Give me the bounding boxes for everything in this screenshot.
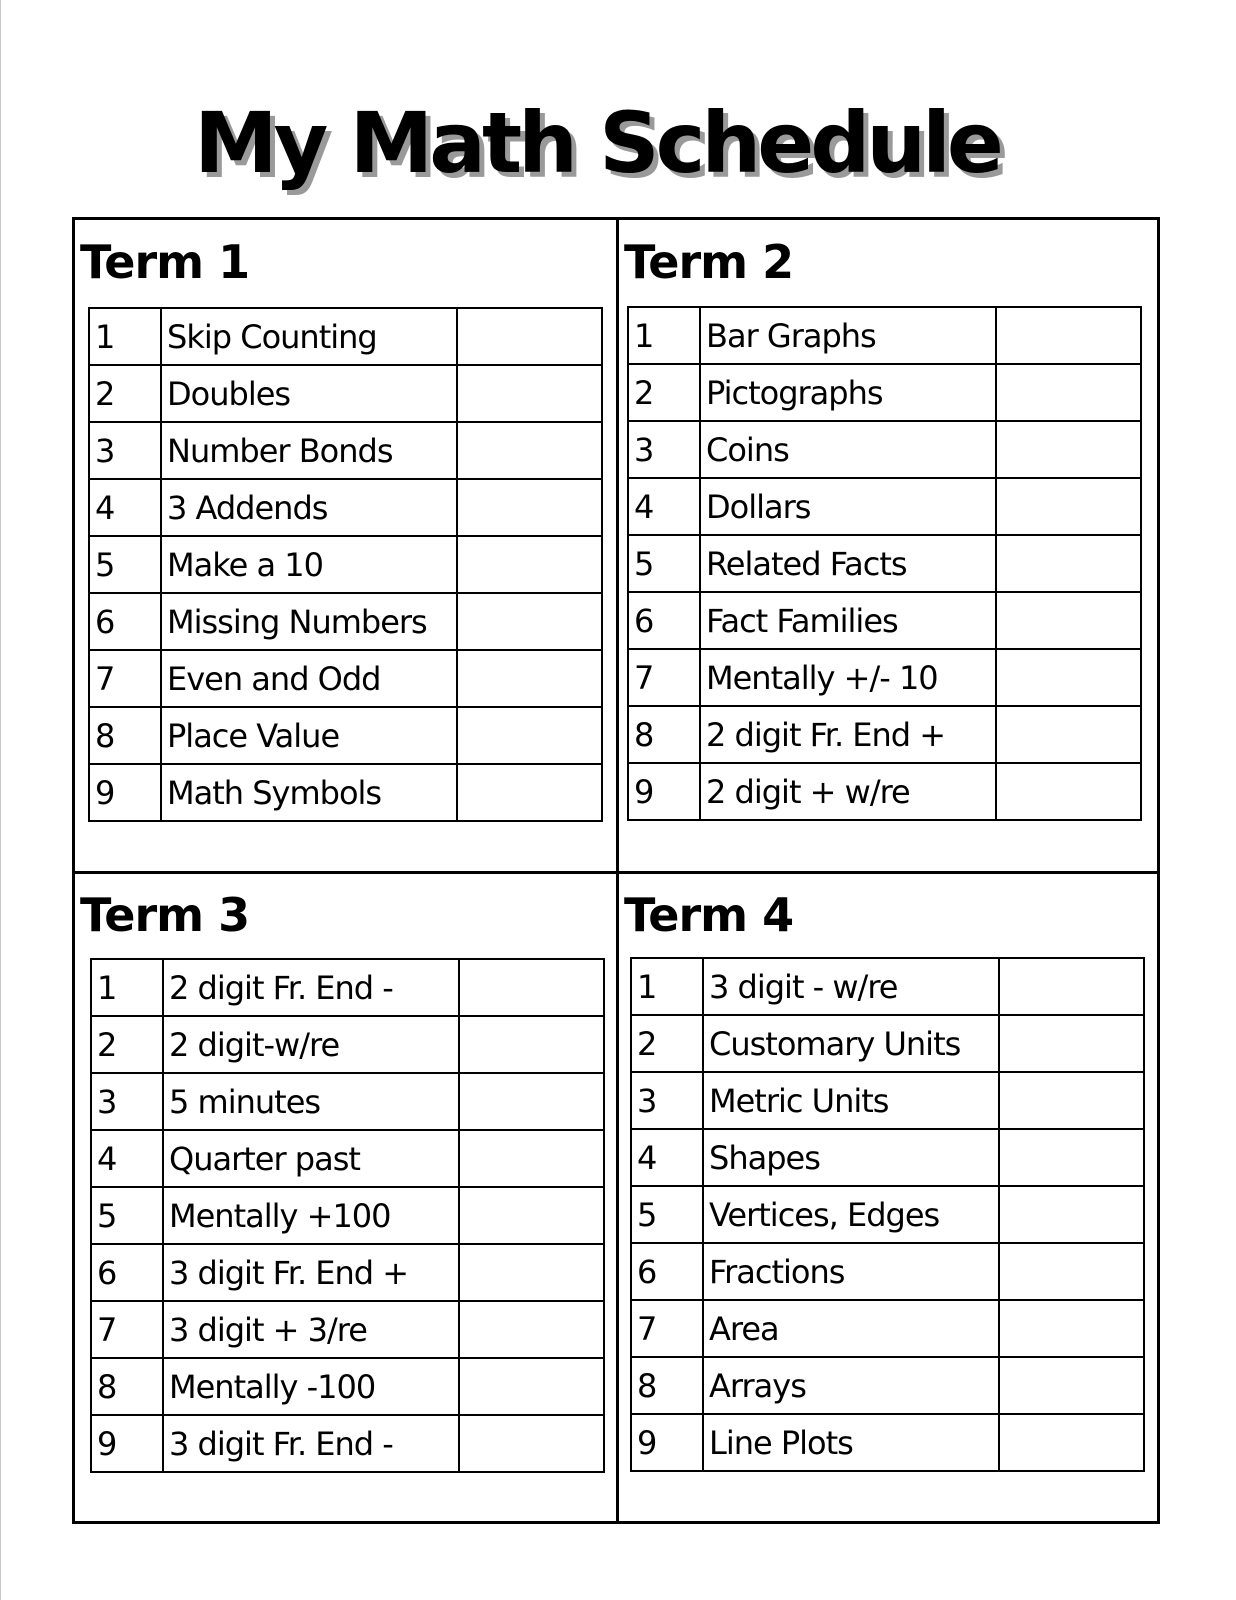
checkoff-cell bbox=[457, 650, 602, 707]
table-row bbox=[89, 707, 602, 764]
topic-cell: Shapes bbox=[703, 1129, 999, 1186]
grid-horizontal-divider bbox=[72, 871, 1160, 874]
topic-cell: Area bbox=[703, 1300, 999, 1357]
checkoff-cell bbox=[999, 1015, 1144, 1072]
topic-cell: Even and Odd bbox=[161, 650, 457, 707]
checkoff-cell bbox=[459, 1187, 604, 1244]
row-number: 6 bbox=[631, 1243, 703, 1300]
topic-cell: Fractions bbox=[703, 1243, 999, 1300]
table-row bbox=[89, 593, 602, 650]
topic-cell: Arrays bbox=[703, 1357, 999, 1414]
checkoff-cell bbox=[999, 1186, 1144, 1243]
table-row bbox=[631, 1414, 1144, 1471]
page-edge-line bbox=[0, 0, 1, 1600]
table-row bbox=[631, 1186, 1144, 1243]
table-row bbox=[89, 365, 602, 422]
checkoff-cell bbox=[996, 649, 1141, 706]
row-number: 7 bbox=[91, 1301, 163, 1358]
row-number: 3 bbox=[89, 422, 161, 479]
table-row bbox=[91, 1073, 604, 1130]
topic-cell: Quarter past bbox=[163, 1130, 459, 1187]
topic-cell: 3 digit Fr. End + bbox=[163, 1244, 459, 1301]
row-number: 4 bbox=[631, 1129, 703, 1186]
topic-cell: 3 digit Fr. End - bbox=[163, 1415, 459, 1472]
term-1-table bbox=[88, 307, 603, 822]
topic-cell: Missing Numbers bbox=[161, 593, 457, 650]
topic-cell: Customary Units bbox=[703, 1015, 999, 1072]
row-number: 9 bbox=[91, 1415, 163, 1472]
topic-cell: Doubles bbox=[161, 365, 457, 422]
page-title: My Math Schedule bbox=[194, 94, 1000, 192]
row-number: 7 bbox=[631, 1300, 703, 1357]
topic-cell: Fact Families bbox=[700, 592, 996, 649]
checkoff-cell bbox=[996, 535, 1141, 592]
row-number: 1 bbox=[89, 308, 161, 365]
row-number: 8 bbox=[631, 1357, 703, 1414]
checkoff-cell bbox=[996, 706, 1141, 763]
table-row bbox=[628, 307, 1141, 364]
row-number: 4 bbox=[89, 479, 161, 536]
table-row bbox=[91, 1358, 604, 1415]
table-row bbox=[631, 958, 1144, 1015]
table-row bbox=[628, 763, 1141, 820]
row-number: 3 bbox=[631, 1072, 703, 1129]
checkoff-cell bbox=[457, 422, 602, 479]
row-number: 1 bbox=[631, 958, 703, 1015]
row-number: 6 bbox=[91, 1244, 163, 1301]
topic-cell: 2 digit Fr. End + bbox=[700, 706, 996, 763]
table-row bbox=[89, 422, 602, 479]
topic-cell: Math Symbols bbox=[161, 764, 457, 821]
topic-cell: 3 digit - w/re bbox=[703, 958, 999, 1015]
checkoff-cell bbox=[999, 1414, 1144, 1471]
table-row bbox=[89, 536, 602, 593]
checkoff-cell bbox=[459, 1073, 604, 1130]
checkoff-cell bbox=[999, 1129, 1144, 1186]
checkoff-cell bbox=[999, 1072, 1144, 1129]
row-number: 9 bbox=[628, 763, 700, 820]
table-row bbox=[89, 479, 602, 536]
row-number: 8 bbox=[628, 706, 700, 763]
table-row bbox=[91, 1130, 604, 1187]
row-number: 5 bbox=[91, 1187, 163, 1244]
topic-cell: 5 minutes bbox=[163, 1073, 459, 1130]
row-number: 2 bbox=[91, 1016, 163, 1073]
checkoff-cell bbox=[459, 1244, 604, 1301]
checkoff-cell bbox=[999, 958, 1144, 1015]
row-number: 3 bbox=[628, 421, 700, 478]
checkoff-cell bbox=[999, 1357, 1144, 1414]
table-row bbox=[631, 1243, 1144, 1300]
checkoff-cell bbox=[996, 364, 1141, 421]
table-row bbox=[91, 1187, 604, 1244]
table-row bbox=[631, 1300, 1144, 1357]
topic-cell: Mentally +/- 10 bbox=[700, 649, 996, 706]
row-number: 5 bbox=[628, 535, 700, 592]
checkoff-cell bbox=[999, 1300, 1144, 1357]
row-number: 4 bbox=[628, 478, 700, 535]
table-row bbox=[91, 1016, 604, 1073]
row-number: 5 bbox=[89, 536, 161, 593]
table-row bbox=[628, 649, 1141, 706]
topic-cell: Related Facts bbox=[700, 535, 996, 592]
topic-cell: Coins bbox=[700, 421, 996, 478]
table-row bbox=[89, 764, 602, 821]
table-row bbox=[91, 1415, 604, 1472]
topic-cell: Mentally -100 bbox=[163, 1358, 459, 1415]
row-number: 2 bbox=[631, 1015, 703, 1072]
checkoff-cell bbox=[459, 1415, 604, 1472]
table-row bbox=[91, 1244, 604, 1301]
checkoff-cell bbox=[999, 1243, 1144, 1300]
row-number: 3 bbox=[91, 1073, 163, 1130]
table-row bbox=[89, 308, 602, 365]
topic-cell: Pictographs bbox=[700, 364, 996, 421]
checkoff-cell bbox=[457, 365, 602, 422]
row-number: 5 bbox=[631, 1186, 703, 1243]
table-row bbox=[628, 535, 1141, 592]
row-number: 1 bbox=[628, 307, 700, 364]
table-row bbox=[628, 478, 1141, 535]
topic-cell: 3 Addends bbox=[161, 479, 457, 536]
table-row bbox=[631, 1357, 1144, 1414]
table-row bbox=[631, 1129, 1144, 1186]
topic-cell: Vertices, Edges bbox=[703, 1186, 999, 1243]
term-1-heading: Term 1 bbox=[80, 235, 250, 289]
table-row bbox=[91, 1301, 604, 1358]
row-number: 7 bbox=[89, 650, 161, 707]
checkoff-cell bbox=[996, 307, 1141, 364]
row-number: 1 bbox=[91, 959, 163, 1016]
topic-cell: Metric Units bbox=[703, 1072, 999, 1129]
term-4-table bbox=[630, 957, 1145, 1472]
term-3-table bbox=[90, 958, 605, 1473]
topic-cell: 2 digit + w/re bbox=[700, 763, 996, 820]
topic-cell: 2 digit-w/re bbox=[163, 1016, 459, 1073]
topic-cell: Number Bonds bbox=[161, 422, 457, 479]
table-row bbox=[89, 650, 602, 707]
checkoff-cell bbox=[457, 308, 602, 365]
topic-cell: Make a 10 bbox=[161, 536, 457, 593]
table-row bbox=[631, 1015, 1144, 1072]
checkoff-cell bbox=[996, 478, 1141, 535]
table-row bbox=[631, 1072, 1144, 1129]
topic-cell: Skip Counting bbox=[161, 308, 457, 365]
table-row bbox=[628, 421, 1141, 478]
table-row bbox=[91, 959, 604, 1016]
row-number: 2 bbox=[628, 364, 700, 421]
row-number: 2 bbox=[89, 365, 161, 422]
row-number: 9 bbox=[89, 764, 161, 821]
topic-cell: 3 digit + 3/re bbox=[163, 1301, 459, 1358]
topic-cell: Dollars bbox=[700, 478, 996, 535]
topic-cell: Line Plots bbox=[703, 1414, 999, 1471]
topic-cell: 2 digit Fr. End - bbox=[163, 959, 459, 1016]
checkoff-cell bbox=[459, 1130, 604, 1187]
row-number: 4 bbox=[91, 1130, 163, 1187]
checkoff-cell bbox=[996, 421, 1141, 478]
checkoff-cell bbox=[459, 959, 604, 1016]
table-row bbox=[628, 592, 1141, 649]
checkoff-cell bbox=[996, 592, 1141, 649]
table-row bbox=[628, 364, 1141, 421]
row-number: 6 bbox=[628, 592, 700, 649]
checkoff-cell bbox=[459, 1358, 604, 1415]
row-number: 7 bbox=[628, 649, 700, 706]
row-number: 8 bbox=[91, 1358, 163, 1415]
checkoff-cell bbox=[457, 593, 602, 650]
row-number: 6 bbox=[89, 593, 161, 650]
term-2-heading: Term 2 bbox=[624, 235, 794, 289]
checkoff-cell bbox=[459, 1301, 604, 1358]
checkoff-cell bbox=[457, 707, 602, 764]
term-2-table bbox=[627, 306, 1142, 821]
topic-cell: Bar Graphs bbox=[700, 307, 996, 364]
topic-cell: Mentally +100 bbox=[163, 1187, 459, 1244]
term-4-heading: Term 4 bbox=[624, 888, 794, 942]
term-3-heading: Term 3 bbox=[80, 888, 250, 942]
checkoff-cell bbox=[457, 764, 602, 821]
table-row bbox=[628, 706, 1141, 763]
checkoff-cell bbox=[457, 479, 602, 536]
checkoff-cell bbox=[996, 763, 1141, 820]
topic-cell: Place Value bbox=[161, 707, 457, 764]
checkoff-cell bbox=[457, 536, 602, 593]
row-number: 8 bbox=[89, 707, 161, 764]
row-number: 9 bbox=[631, 1414, 703, 1471]
checkoff-cell bbox=[459, 1016, 604, 1073]
